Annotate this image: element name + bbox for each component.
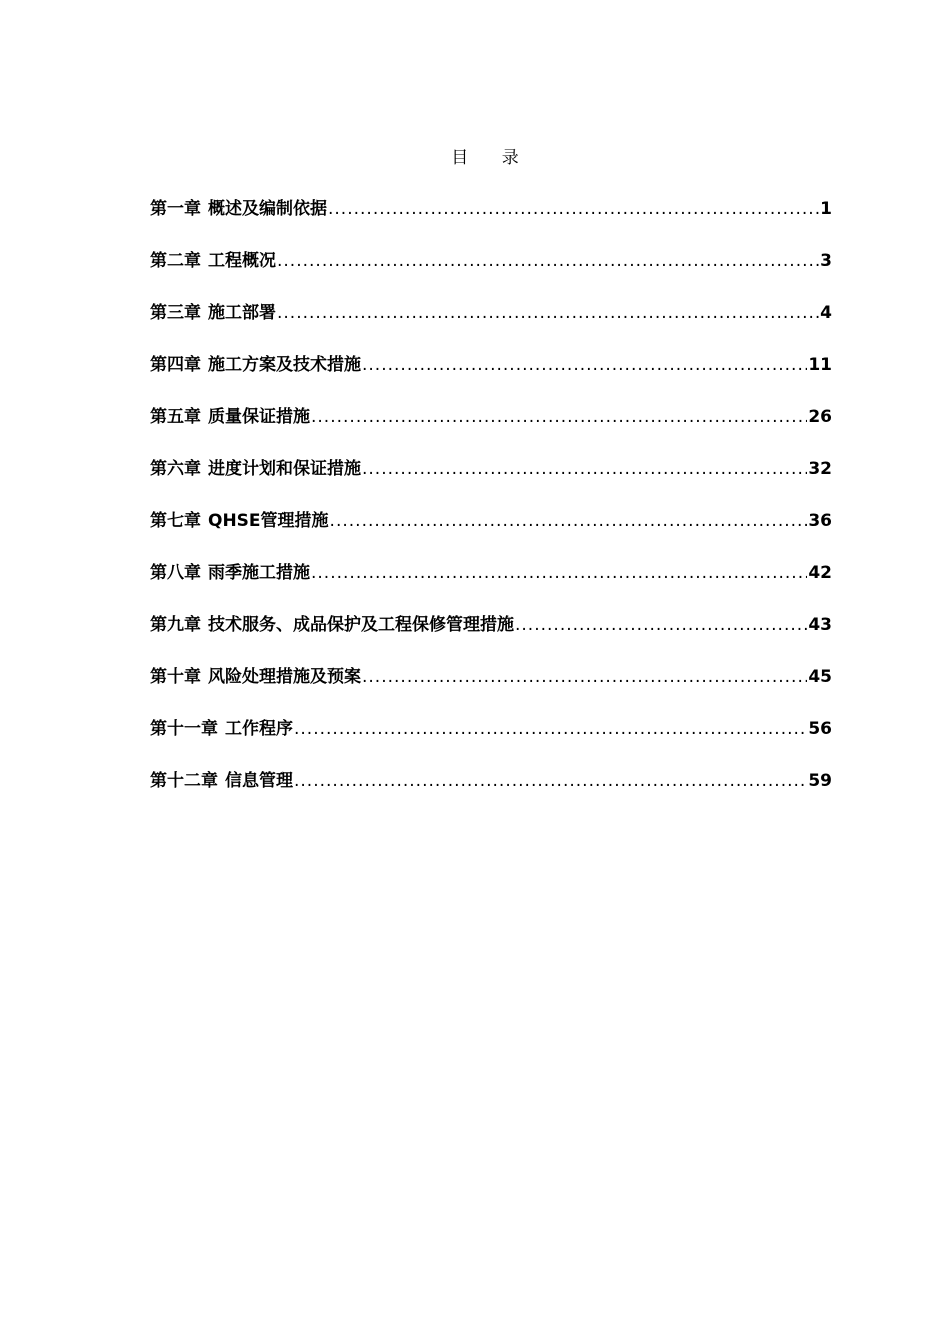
toc-chapter-number: 第八章 bbox=[150, 563, 201, 583]
toc-chapter-number: 第七章 bbox=[150, 511, 201, 531]
toc-chapter-number: 第五章 bbox=[150, 407, 201, 427]
toc-chapter-number: 第十一章 bbox=[150, 719, 218, 739]
toc-page-number: 59 bbox=[808, 771, 832, 791]
toc-entry-chapter-3[interactable] bbox=[150, 300, 832, 352]
toc-entry-chapter-12[interactable] bbox=[150, 768, 832, 820]
toc-entry-chapter-5[interactable] bbox=[150, 404, 832, 456]
toc-chapter-number: 第四章 bbox=[150, 355, 201, 375]
toc-title: 目 录 bbox=[451, 148, 533, 168]
toc-chapter-heading: 概述及编制依据 bbox=[208, 199, 327, 219]
toc-dot-leader bbox=[362, 352, 807, 378]
toc-dot-leader bbox=[277, 248, 819, 274]
toc-chapter-heading: QHSE管理措施 bbox=[208, 511, 329, 531]
toc-chapter-heading: 信息管理 bbox=[225, 771, 293, 791]
toc-chapter-heading: 风险处理措施及预案 bbox=[208, 667, 361, 687]
toc-dot-leader bbox=[362, 664, 807, 690]
toc-chapter-number: 第二章 bbox=[150, 251, 201, 271]
toc-chapter-heading: 工作程序 bbox=[225, 719, 293, 739]
toc-page-number: 4 bbox=[820, 303, 832, 323]
toc-entry-chapter-9[interactable] bbox=[150, 612, 832, 664]
toc-dot-leader bbox=[330, 508, 808, 534]
toc-entry-chapter-11[interactable] bbox=[150, 716, 832, 768]
toc-chapter-number: 第十二章 bbox=[150, 771, 218, 791]
toc-page-number: 36 bbox=[808, 511, 832, 531]
toc-page-number: 43 bbox=[808, 615, 832, 635]
toc-dot-leader bbox=[362, 456, 807, 482]
toc-page-number: 11 bbox=[808, 355, 832, 375]
toc-page-number: 56 bbox=[808, 719, 832, 739]
toc-page-number: 32 bbox=[808, 459, 832, 479]
toc-entry-chapter-7[interactable] bbox=[150, 508, 832, 560]
toc-page-number: 45 bbox=[808, 667, 832, 687]
toc-page-number: 1 bbox=[820, 199, 832, 219]
toc-chapter-number: 第一章 bbox=[150, 199, 201, 219]
toc-entry-chapter-4[interactable] bbox=[150, 352, 832, 404]
toc-dot-leader bbox=[311, 404, 807, 430]
toc-chapter-heading: 施工部署 bbox=[208, 303, 276, 323]
toc-chapter-heading: 进度计划和保证措施 bbox=[208, 459, 361, 479]
toc-list bbox=[150, 196, 832, 820]
toc-chapter-number: 第九章 bbox=[150, 615, 201, 635]
toc-chapter-number: 第十章 bbox=[150, 667, 201, 687]
toc-dot-leader bbox=[294, 768, 807, 794]
toc-dot-leader bbox=[277, 300, 819, 326]
toc-dot-leader bbox=[294, 716, 807, 742]
toc-dot-leader bbox=[515, 612, 807, 638]
toc-entry-chapter-2[interactable] bbox=[150, 248, 832, 300]
toc-chapter-number: 第六章 bbox=[150, 459, 201, 479]
toc-chapter-heading: 质量保证措施 bbox=[208, 407, 310, 427]
toc-entry-chapter-6[interactable] bbox=[150, 456, 832, 508]
toc-entry-chapter-8[interactable] bbox=[150, 560, 832, 612]
toc-chapter-heading: 施工方案及技术措施 bbox=[208, 355, 361, 375]
toc-entry-chapter-1[interactable] bbox=[150, 196, 832, 248]
toc-chapter-heading: 工程概况 bbox=[208, 251, 276, 271]
toc-chapter-number: 第三章 bbox=[150, 303, 201, 323]
toc-page-number: 42 bbox=[808, 563, 832, 583]
toc-page-number: 3 bbox=[820, 251, 832, 271]
toc-dot-leader bbox=[311, 560, 807, 586]
toc-page-number: 26 bbox=[808, 407, 832, 427]
toc-chapter-heading: 技术服务、成品保护及工程保修管理措施 bbox=[208, 615, 514, 635]
toc-chapter-heading: 雨季施工措施 bbox=[208, 563, 310, 583]
toc-entry-chapter-10[interactable] bbox=[150, 664, 832, 716]
toc-dot-leader bbox=[328, 196, 819, 222]
